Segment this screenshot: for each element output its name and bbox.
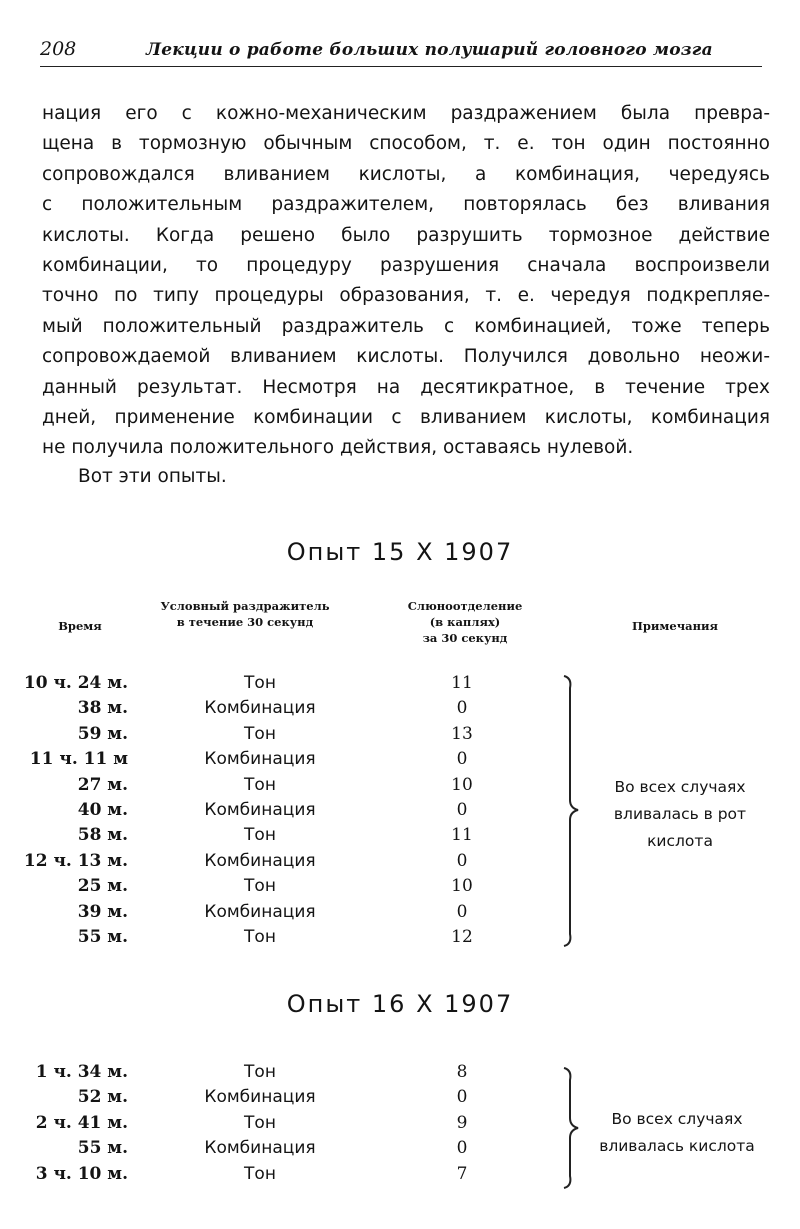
- table-row: [0, 749, 560, 774]
- table-row: [0, 876, 560, 901]
- text-line: сопровождался вливанием кислоты, а комбинация, чередуясь: [42, 163, 770, 185]
- text-line: комбинации, то процедуру разрушения сначала воспроизвели: [42, 255, 770, 277]
- drops-cell: 0: [456, 901, 468, 922]
- text-line: дней, применение комбинации с вливанием кислоты, комбинация: [42, 407, 770, 429]
- stimulus-cell: Комбинация: [204, 901, 316, 922]
- stimulus-cell: Тон: [244, 1062, 276, 1082]
- stimulus-cell: Комбинация: [204, 698, 316, 719]
- table-row: [0, 800, 560, 825]
- table-row: [0, 1113, 560, 1138]
- column-header-stimulus: [130, 598, 360, 630]
- drops-cell: 7: [456, 1163, 468, 1184]
- column-header-line: за 30 секунд: [422, 631, 508, 645]
- text-line: точно по типу процедуры образования, т. е. чередуя подкрепляе-: [42, 285, 770, 307]
- text-line: нация его с кожно-механическим раздражением была превра-: [42, 103, 770, 124]
- experiment-2-title: Опыт 16 X 1907: [286, 990, 514, 1018]
- table-row: [0, 698, 560, 723]
- drops-cell: 13: [451, 723, 473, 744]
- table-row: [0, 902, 560, 927]
- column-header-line: (в каплях): [429, 615, 501, 629]
- drops-cell: 11: [451, 673, 473, 693]
- drops-cell: 0: [456, 800, 468, 820]
- page-number: 208: [40, 38, 77, 60]
- time-cell: 12 ч. 13 м.: [23, 850, 128, 871]
- note-line: Во всех случаях: [614, 778, 746, 796]
- column-header-time: Время: [58, 619, 102, 633]
- text-line: щена в тормозную обычным способом, т. е. тон один постоянно: [42, 133, 770, 155]
- time-cell: 2 ч. 41 м.: [35, 1112, 128, 1133]
- time-cell: 10 ч. 24 м.: [23, 673, 128, 693]
- time-cell: 58 м.: [77, 825, 128, 846]
- intro-line: Вот эти опыты.: [78, 466, 227, 487]
- table-row: [0, 825, 560, 850]
- body-paragraph: [42, 99, 770, 464]
- table-row: [0, 1138, 560, 1163]
- time-cell: 39 м.: [77, 901, 128, 922]
- experiment-1-title: Опыт 15 X 1907: [286, 538, 514, 566]
- time-cell: 38 м.: [77, 698, 128, 719]
- column-header-line: Условный раздражитель: [160, 599, 330, 613]
- stimulus-cell: Комбинация: [204, 850, 316, 871]
- column-header-line: Слюноотделение: [407, 599, 523, 613]
- note-line: вливалась кислота: [599, 1137, 755, 1155]
- stimulus-cell: Тон: [244, 1163, 276, 1184]
- experiment-1-brace: [556, 672, 586, 950]
- stimulus-cell: Комбинация: [204, 1087, 316, 1108]
- table-row: [0, 851, 560, 876]
- time-cell: 11 ч. 11 м: [29, 749, 128, 770]
- drops-cell: 9: [456, 1112, 468, 1133]
- stimulus-cell: Тон: [244, 825, 276, 846]
- table-row: [0, 1087, 560, 1112]
- time-cell: 40 м.: [77, 800, 128, 820]
- note-line: Во всех случаях: [611, 1110, 743, 1128]
- drops-cell: 0: [456, 1087, 468, 1108]
- stimulus-cell: Комбинация: [204, 1138, 316, 1159]
- table-row: [0, 927, 560, 952]
- text-line: кислоты. Когда решено было разрушить тормозное действие: [42, 224, 770, 246]
- text-line: данный результат. Несмотря на десятикратное, в течение трех: [42, 376, 770, 398]
- running-title: Лекции о работе больших полушарий головного мозга: [146, 40, 713, 60]
- drops-cell: 11: [451, 825, 473, 846]
- time-cell: 25 м.: [77, 876, 128, 897]
- experiment-1-note: [585, 774, 775, 855]
- stimulus-cell: Тон: [244, 1112, 276, 1133]
- text-line: сопровождаемой вливанием кислоты. Получился довольно неожи-: [42, 346, 770, 368]
- time-cell: 52 м.: [77, 1087, 128, 1108]
- text-line: не получила положительного действия, оставаясь нулевой.: [42, 437, 634, 459]
- time-cell: 1 ч. 34 м.: [35, 1062, 128, 1082]
- experiment-2-note: [582, 1106, 772, 1160]
- table-row: [0, 775, 560, 800]
- drops-cell: 0: [456, 749, 468, 770]
- drops-cell: 10: [451, 876, 473, 897]
- column-header-salivation: [370, 598, 560, 646]
- drops-cell: 0: [456, 1138, 468, 1159]
- text-line: мый положительный раздражитель с комбинацией, тоже теперь: [42, 315, 770, 337]
- drops-cell: 10: [451, 774, 473, 795]
- stimulus-cell: Тон: [244, 774, 276, 795]
- time-cell: 3 ч. 10 м.: [35, 1163, 128, 1184]
- table-row: [0, 724, 560, 749]
- time-cell: 55 м.: [77, 1138, 128, 1159]
- time-cell: 55 м.: [77, 927, 128, 947]
- note-line: вливалась в рот: [613, 805, 747, 823]
- time-cell: 59 м.: [77, 723, 128, 744]
- stimulus-cell: Комбинация: [204, 749, 316, 770]
- note-line: кислота: [647, 832, 713, 850]
- drops-cell: 12: [451, 927, 473, 947]
- drops-cell: 8: [456, 1062, 468, 1082]
- stimulus-cell: Тон: [244, 673, 276, 693]
- stimulus-cell: Тон: [244, 927, 276, 947]
- table-row: [0, 673, 560, 698]
- table-row: [0, 1164, 560, 1189]
- column-header-notes: Примечания: [631, 619, 719, 633]
- drops-cell: 0: [456, 850, 468, 871]
- stimulus-cell: Тон: [244, 876, 276, 897]
- table-row: [0, 1062, 560, 1087]
- time-cell: 27 м.: [77, 774, 128, 795]
- drops-cell: 0: [456, 698, 468, 719]
- page-header: [40, 38, 762, 67]
- stimulus-cell: Комбинация: [204, 800, 316, 820]
- column-header-line: в течение 30 секунд: [176, 615, 314, 629]
- stimulus-cell: Тон: [244, 723, 276, 744]
- text-line: с положительным раздражителем, повторялась без вливания: [42, 194, 770, 216]
